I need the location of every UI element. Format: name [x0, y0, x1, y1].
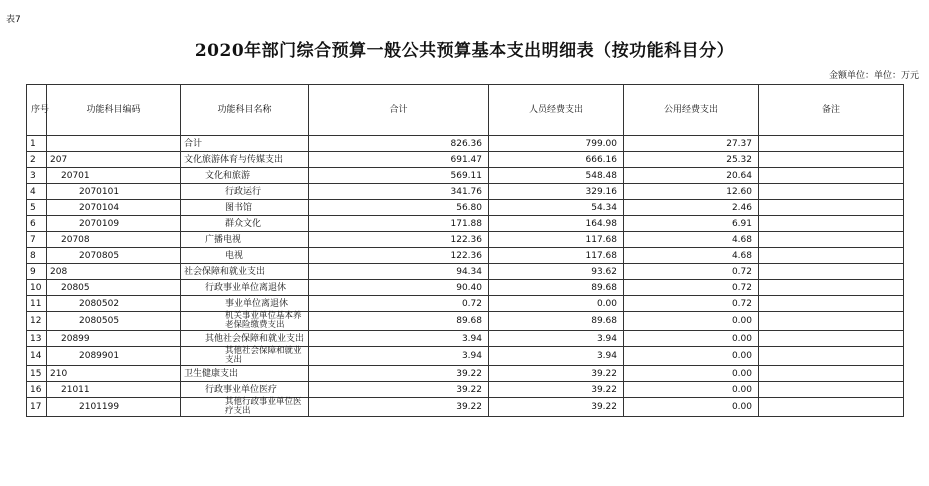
cell-public: 0.00 — [624, 331, 759, 347]
cell-seq: 3 — [27, 168, 47, 184]
cell-public: 6.91 — [624, 216, 759, 232]
table-row — [27, 200, 904, 216]
cell-name: 文化和旅游 — [181, 168, 309, 184]
cell-public: 4.68 — [624, 248, 759, 264]
cell-total: 122.36 — [309, 232, 489, 248]
cell-name: 其他社会保障和就业支出 — [181, 331, 309, 347]
cell-note — [759, 200, 904, 216]
cell-name: 社会保障和就业支出 — [181, 264, 309, 280]
cell-total: 3.94 — [309, 347, 489, 366]
cell-seq: 17 — [27, 398, 47, 417]
header-personnel: 人员经费支出 — [489, 85, 624, 136]
cell-personnel: 117.68 — [489, 232, 624, 248]
header-row — [27, 85, 904, 136]
cell-note — [759, 216, 904, 232]
cell-personnel: 666.16 — [489, 152, 624, 168]
cell-total: 39.22 — [309, 366, 489, 382]
cell-code: 20805 — [47, 280, 181, 296]
header-total: 合计 — [309, 85, 489, 136]
cell-total: 0.72 — [309, 296, 489, 312]
cell-code: 207 — [47, 152, 181, 168]
cell-public: 0.00 — [624, 366, 759, 382]
cell-note — [759, 168, 904, 184]
cell-note — [759, 264, 904, 280]
table-row — [27, 331, 904, 347]
cell-personnel: 89.68 — [489, 312, 624, 331]
cell-name: 卫生健康支出 — [181, 366, 309, 382]
cell-seq: 7 — [27, 232, 47, 248]
table-row — [27, 347, 904, 366]
cell-total: 691.47 — [309, 152, 489, 168]
cell-seq: 2 — [27, 152, 47, 168]
cell-code: 2070109 — [47, 216, 181, 232]
cell-public: 0.00 — [624, 382, 759, 398]
cell-total: 341.76 — [309, 184, 489, 200]
cell-code: 21011 — [47, 382, 181, 398]
cell-code: 2080502 — [47, 296, 181, 312]
cell-personnel: 39.22 — [489, 398, 624, 417]
table-row — [27, 296, 904, 312]
header-public: 公用经费支出 — [624, 85, 759, 136]
cell-seq: 6 — [27, 216, 47, 232]
cell-code: 2070104 — [47, 200, 181, 216]
cell-public: 4.68 — [624, 232, 759, 248]
cell-total: 171.88 — [309, 216, 489, 232]
cell-name: 其他行政事业单位医疗支出 — [181, 398, 309, 417]
cell-name: 行政运行 — [181, 184, 309, 200]
table-number-label: 表7 — [6, 15, 21, 25]
table-row — [27, 216, 904, 232]
cell-personnel: 329.16 — [489, 184, 624, 200]
cell-note — [759, 366, 904, 382]
cell-code: 2101199 — [47, 398, 181, 417]
cell-code: 20708 — [47, 232, 181, 248]
cell-total: 94.34 — [309, 264, 489, 280]
cell-name: 机关事业单位基本养老保险缴费支出 — [181, 312, 309, 331]
cell-name: 电视 — [181, 248, 309, 264]
table-row — [27, 398, 904, 417]
cell-note — [759, 152, 904, 168]
cell-personnel: 54.34 — [489, 200, 624, 216]
cell-note — [759, 382, 904, 398]
cell-public: 0.72 — [624, 264, 759, 280]
cell-personnel: 93.62 — [489, 264, 624, 280]
cell-total: 569.11 — [309, 168, 489, 184]
cell-total: 90.40 — [309, 280, 489, 296]
cell-note — [759, 296, 904, 312]
cell-total: 3.94 — [309, 331, 489, 347]
table-row — [27, 248, 904, 264]
cell-personnel: 39.22 — [489, 382, 624, 398]
cell-name: 广播电视 — [181, 232, 309, 248]
cell-personnel: 117.68 — [489, 248, 624, 264]
cell-seq: 11 — [27, 296, 47, 312]
cell-name: 其他社会保障和就业支出 — [181, 347, 309, 366]
header-name: 功能科目名称 — [181, 85, 309, 136]
cell-total: 39.22 — [309, 398, 489, 417]
cell-personnel: 164.98 — [489, 216, 624, 232]
cell-note — [759, 331, 904, 347]
table-row — [27, 366, 904, 382]
cell-seq: 5 — [27, 200, 47, 216]
cell-personnel: 548.48 — [489, 168, 624, 184]
cell-code: 2070805 — [47, 248, 181, 264]
cell-seq: 12 — [27, 312, 47, 331]
budget-table — [26, 84, 904, 417]
cell-personnel: 89.68 — [489, 280, 624, 296]
cell-total: 56.80 — [309, 200, 489, 216]
cell-seq: 14 — [27, 347, 47, 366]
table-row — [27, 168, 904, 184]
cell-public: 12.60 — [624, 184, 759, 200]
cell-personnel: 3.94 — [489, 331, 624, 347]
unit-note: 金额单位：单位：万元 — [828, 71, 919, 81]
cell-code: 208 — [47, 264, 181, 280]
table-row — [27, 184, 904, 200]
cell-personnel: 799.00 — [489, 136, 624, 152]
cell-name: 群众文化 — [181, 216, 309, 232]
cell-total: 826.36 — [309, 136, 489, 152]
cell-name: 行政事业单位医疗 — [181, 382, 309, 398]
table-row — [27, 136, 904, 152]
cell-code — [47, 136, 181, 152]
cell-code: 2089901 — [47, 347, 181, 366]
cell-note — [759, 248, 904, 264]
cell-note — [759, 136, 904, 152]
table-row — [27, 232, 904, 248]
header-code: 功能科目编码 — [47, 85, 181, 136]
table-row — [27, 312, 904, 331]
cell-public: 2.46 — [624, 200, 759, 216]
table-row — [27, 264, 904, 280]
cell-name: 文化旅游体育与传媒支出 — [181, 152, 309, 168]
cell-seq: 9 — [27, 264, 47, 280]
cell-name: 图书馆 — [181, 200, 309, 216]
cell-total: 89.68 — [309, 312, 489, 331]
table-row — [27, 152, 904, 168]
cell-code: 20701 — [47, 168, 181, 184]
cell-code: 2070101 — [47, 184, 181, 200]
cell-note — [759, 312, 904, 331]
cell-name: 事业单位离退休 — [181, 296, 309, 312]
cell-public: 25.32 — [624, 152, 759, 168]
cell-code: 2080505 — [47, 312, 181, 331]
cell-total: 122.36 — [309, 248, 489, 264]
cell-note — [759, 347, 904, 366]
cell-seq: 16 — [27, 382, 47, 398]
cell-public: 0.00 — [624, 347, 759, 366]
cell-public: 0.00 — [624, 398, 759, 417]
table-header — [27, 85, 904, 136]
cell-seq: 13 — [27, 331, 47, 347]
cell-public: 0.72 — [624, 296, 759, 312]
cell-seq: 8 — [27, 248, 47, 264]
table-body — [27, 136, 904, 417]
cell-code: 210 — [47, 366, 181, 382]
cell-total: 39.22 — [309, 382, 489, 398]
cell-seq: 1 — [27, 136, 47, 152]
cell-personnel: 39.22 — [489, 366, 624, 382]
cell-code: 20899 — [47, 331, 181, 347]
table-row — [27, 382, 904, 398]
cell-note — [759, 232, 904, 248]
cell-note — [759, 184, 904, 200]
table-row — [27, 280, 904, 296]
header-note: 备注 — [759, 85, 904, 136]
page-title: 2020年部门综合预算一般公共预算基本支出明细表（按功能科目分） — [194, 41, 735, 61]
cell-note — [759, 280, 904, 296]
cell-note — [759, 398, 904, 417]
cell-name: 行政事业单位离退休 — [181, 280, 309, 296]
cell-personnel: 3.94 — [489, 347, 624, 366]
cell-public: 20.64 — [624, 168, 759, 184]
cell-public: 0.72 — [624, 280, 759, 296]
cell-seq: 15 — [27, 366, 47, 382]
header-seq: 序号 — [27, 85, 47, 136]
cell-public: 27.37 — [624, 136, 759, 152]
cell-seq: 10 — [27, 280, 47, 296]
cell-public: 0.00 — [624, 312, 759, 331]
cell-personnel: 0.00 — [489, 296, 624, 312]
cell-seq: 4 — [27, 184, 47, 200]
cell-name: 合计 — [181, 136, 309, 152]
